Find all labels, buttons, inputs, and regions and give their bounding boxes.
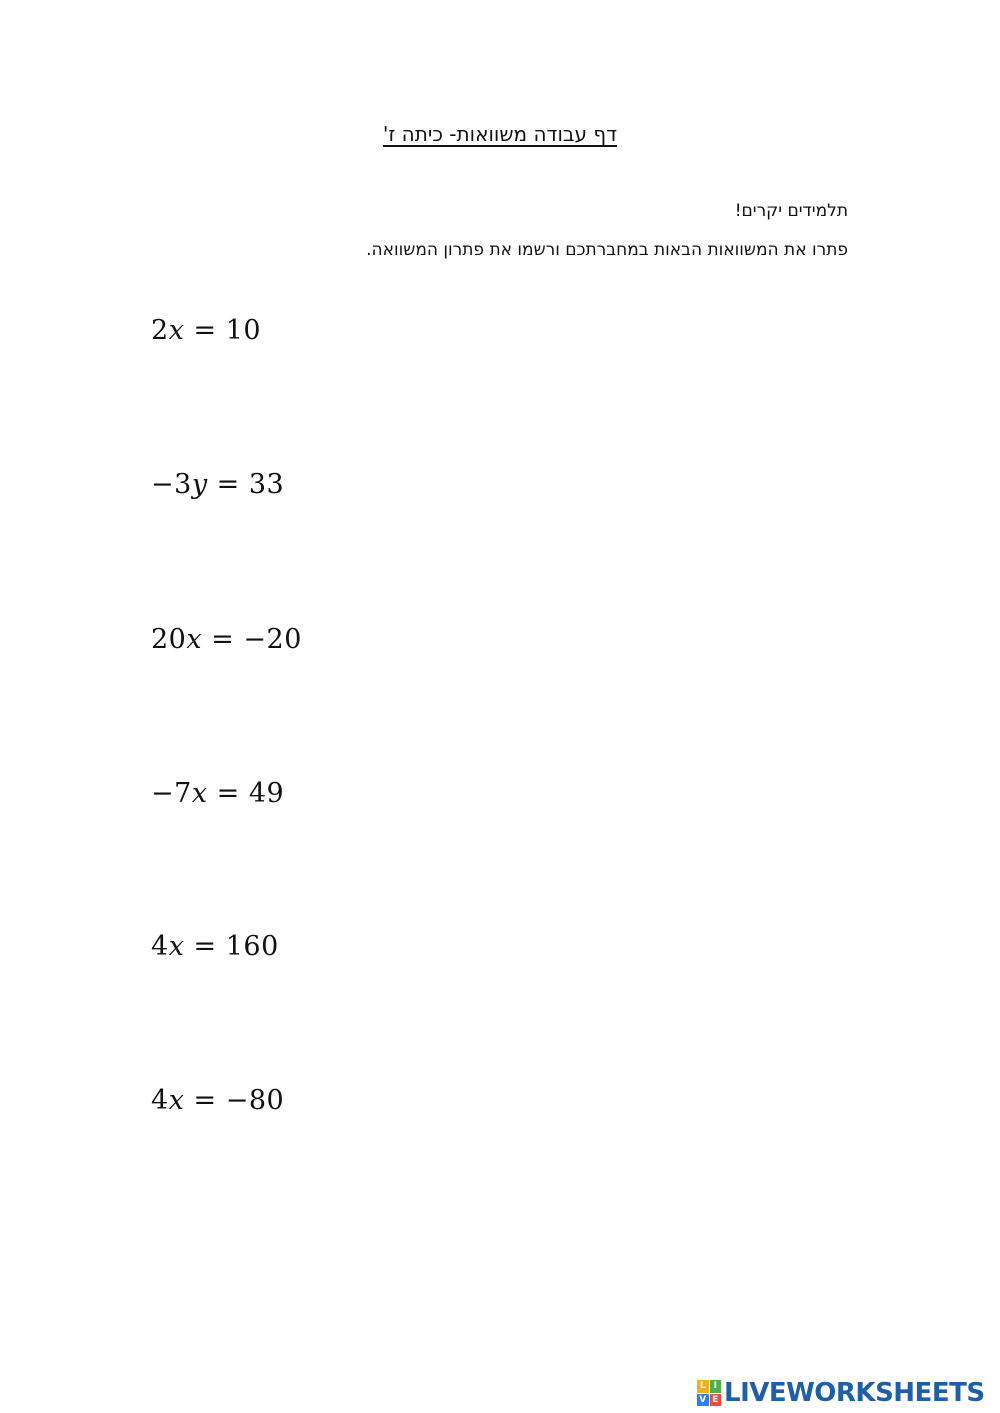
equation-rhs: 33 [248, 469, 285, 500]
instruction-text: פתרו את המשוואות הבאות במחברתכם ורשמו את פתרון המשוואה. [366, 240, 848, 260]
equation-coefficient: 4 [151, 1085, 169, 1116]
equation-coefficient: 2 [151, 315, 169, 346]
equation-rhs: 49 [248, 778, 285, 809]
equation-4: −7x = 49 [151, 778, 285, 809]
equation-rhs: −20 [243, 624, 302, 655]
equation-rhs: 160 [225, 931, 279, 962]
equation-variable: x [191, 778, 208, 809]
equation-variable: x [168, 931, 185, 962]
equation-1: 2x = 10 [151, 315, 262, 346]
logo-mark-letter: I [710, 1380, 722, 1393]
equation-5: 4x = 160 [151, 931, 279, 962]
liveworksheets-logo[interactable] [697, 1378, 985, 1408]
logo-mark-letter: L [697, 1380, 709, 1393]
equation-2: −3y = 33 [151, 469, 285, 500]
equation-variable: x [186, 624, 203, 655]
equation-coefficient: 4 [151, 931, 169, 962]
logo-text: LIVEWORKSHEETS [724, 1378, 985, 1408]
greeting-text: תלמידים יקרים! [734, 201, 848, 221]
logo-mark-letter: E [710, 1394, 722, 1407]
equation-variable: x [168, 315, 185, 346]
equation-rhs: 10 [225, 315, 262, 346]
logo-mark-letter: V [697, 1394, 709, 1407]
equation-rhs: −80 [225, 1085, 285, 1116]
worksheet-title: דף עבודה משוואות- כיתה ז' [382, 122, 618, 146]
equation-3: 20x = −20 [151, 624, 302, 655]
equation-coefficient: −7 [151, 778, 192, 809]
equation-variable: y [191, 469, 208, 500]
equation-coefficient: 20 [151, 624, 187, 655]
equation-coefficient: −3 [151, 469, 192, 500]
logo-mark-icon [697, 1380, 721, 1406]
equation-6: 4x = −80 [151, 1085, 285, 1116]
equation-variable: x [168, 1085, 185, 1116]
